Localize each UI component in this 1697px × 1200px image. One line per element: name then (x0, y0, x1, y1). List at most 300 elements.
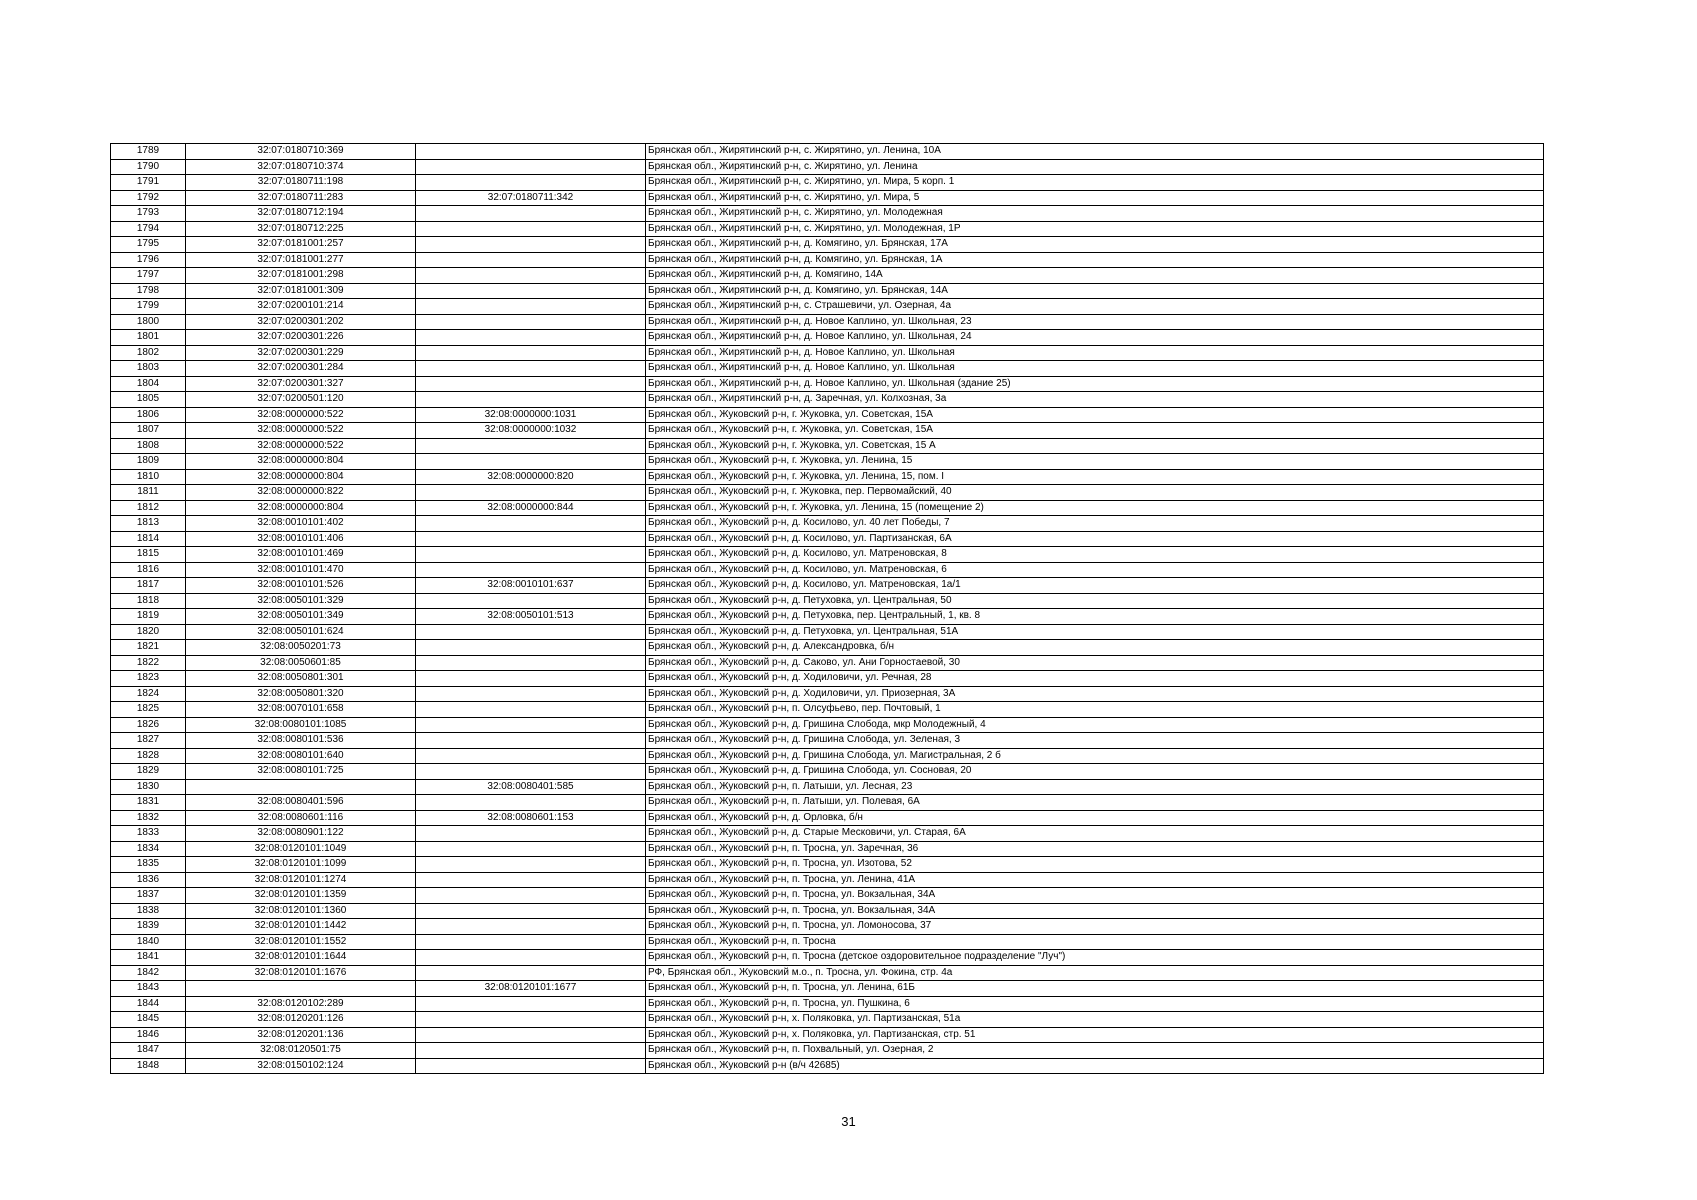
table-row (111, 175, 1544, 191)
row-number-cell: 1790 (111, 159, 186, 175)
cadastral-number-cell: 32:08:0000000:822 (186, 485, 416, 501)
row-number-cell: 1801 (111, 330, 186, 346)
cadastral-number-cell: 32:07:0200501:120 (186, 392, 416, 408)
cadastral-number-cell: 32:07:0180711:283 (186, 190, 416, 206)
table-row (111, 1043, 1544, 1059)
cadastral-number-cell: 32:07:0200301:226 (186, 330, 416, 346)
table-row (111, 330, 1544, 346)
address-cell: Брянская обл., Жирятинский р-н, с. Жирятино, ул. Мира, 5 (646, 190, 1544, 206)
related-cadastral-number-cell: 32:08:0000000:1031 (416, 407, 646, 423)
address-cell: Брянская обл., Жуковский р-н, п. Тросна (детское оздоровительное подразделение "Луч") (646, 950, 1544, 966)
related-cadastral-number-cell (416, 516, 646, 532)
table-row (111, 283, 1544, 299)
related-cadastral-number-cell (416, 268, 646, 284)
address-cell: Брянская обл., Жуковский р-н, д. Ходиловичи, ул. Приозерная, 3А (646, 686, 1544, 702)
table-row (111, 810, 1544, 826)
related-cadastral-number-cell (416, 1027, 646, 1043)
related-cadastral-number-cell (416, 454, 646, 470)
row-number-cell: 1824 (111, 686, 186, 702)
row-number-cell: 1809 (111, 454, 186, 470)
cadastral-number-cell: 32:08:0000000:804 (186, 500, 416, 516)
related-cadastral-number-cell (416, 392, 646, 408)
table-row (111, 593, 1544, 609)
row-number-cell: 1798 (111, 283, 186, 299)
row-number-cell: 1815 (111, 547, 186, 563)
table-body (111, 144, 1544, 1074)
table-row (111, 562, 1544, 578)
cadastral-number-cell: 32:08:0120101:1274 (186, 872, 416, 888)
table-row (111, 748, 1544, 764)
address-cell: Брянская обл., Жуковский р-н, г. Жуковка, ул. Ленина, 15, пом. I (646, 469, 1544, 485)
row-number-cell: 1793 (111, 206, 186, 222)
address-cell: Брянская обл., Жуковский р-н, д. Ходиловичи, ул. Речная, 28 (646, 671, 1544, 687)
cadastral-number-cell: 32:08:0000000:522 (186, 407, 416, 423)
row-number-cell: 1839 (111, 919, 186, 935)
address-cell: Брянская обл., Жуковский р-н, д. Косилово, ул. Партизанская, 6А (646, 531, 1544, 547)
row-number-cell: 1834 (111, 841, 186, 857)
cadastral-number-cell: 32:08:0120101:1049 (186, 841, 416, 857)
cadastral-number-cell (186, 981, 416, 997)
address-cell: Брянская обл., Жуковский р-н, д. Старые Месковичи, ул. Старая, 6А (646, 826, 1544, 842)
related-cadastral-number-cell (416, 671, 646, 687)
row-number-cell: 1803 (111, 361, 186, 377)
table-row (111, 640, 1544, 656)
related-cadastral-number-cell (416, 764, 646, 780)
cadastral-number-cell: 32:07:0200301:229 (186, 345, 416, 361)
related-cadastral-number-cell (416, 485, 646, 501)
related-cadastral-number-cell (416, 345, 646, 361)
related-cadastral-number-cell (416, 144, 646, 160)
related-cadastral-number-cell (416, 826, 646, 842)
cadastral-number-cell: 32:08:0050801:320 (186, 686, 416, 702)
related-cadastral-number-cell (416, 283, 646, 299)
address-cell: Брянская обл., Жуковский р-н, д. Гришина Слобода, ул. Магистральная, 2 б (646, 748, 1544, 764)
related-cadastral-number-cell (416, 252, 646, 268)
cadastral-number-cell: 32:07:0181001:277 (186, 252, 416, 268)
address-cell: Брянская обл., Жирятинский р-н, с. Жирятино, ул. Ленина, 10А (646, 144, 1544, 160)
cadastral-number-cell: 32:07:0181001:309 (186, 283, 416, 299)
table-row (111, 144, 1544, 160)
related-cadastral-number-cell (416, 965, 646, 981)
address-cell: Брянская обл., Жирятинский р-н, д. Комягино, ул. Брянская, 14А (646, 283, 1544, 299)
row-number-cell: 1844 (111, 996, 186, 1012)
table-row (111, 857, 1544, 873)
table-row (111, 655, 1544, 671)
table-row (111, 376, 1544, 392)
table-row (111, 206, 1544, 222)
related-cadastral-number-cell: 32:08:0050101:513 (416, 609, 646, 625)
related-cadastral-number-cell: 32:08:0010101:637 (416, 578, 646, 594)
address-cell: Брянская обл., Жуковский р-н, г. Жуковка, ул. Ленина, 15 (646, 454, 1544, 470)
row-number-cell: 1833 (111, 826, 186, 842)
address-cell: Брянская обл., Жуковский р-н, д. Петуховка, ул. Центральная, 51А (646, 624, 1544, 640)
cadastral-number-cell (186, 779, 416, 795)
cadastral-number-cell: 32:08:0080401:596 (186, 795, 416, 811)
related-cadastral-number-cell (416, 314, 646, 330)
address-cell: Брянская обл., Жуковский р-н, п. Латыши, ул. Лесная, 23 (646, 779, 1544, 795)
row-number-cell: 1802 (111, 345, 186, 361)
table-row (111, 159, 1544, 175)
row-number-cell: 1796 (111, 252, 186, 268)
cadastral-number-cell: 32:08:0010101:402 (186, 516, 416, 532)
table-row (111, 609, 1544, 625)
cadastral-number-cell: 32:08:0120101:1359 (186, 888, 416, 904)
related-cadastral-number-cell (416, 857, 646, 873)
row-number-cell: 1818 (111, 593, 186, 609)
row-number-cell: 1837 (111, 888, 186, 904)
address-cell: Брянская обл., Жирятинский р-н, д. Комягино, ул. Брянская, 17А (646, 237, 1544, 253)
address-cell: Брянская обл., Жирятинский р-н, д. Новое Каплино, ул. Школьная (здание 25) (646, 376, 1544, 392)
row-number-cell: 1838 (111, 903, 186, 919)
table-row (111, 686, 1544, 702)
address-cell: Брянская обл., Жуковский р-н, д. Косилово, ул. Матреновская, 6 (646, 562, 1544, 578)
address-cell: Брянская обл., Жирятинский р-н, д. Новое Каплино, ул. Школьная, 23 (646, 314, 1544, 330)
row-number-cell: 1842 (111, 965, 186, 981)
row-number-cell: 1848 (111, 1058, 186, 1074)
row-number-cell: 1799 (111, 299, 186, 315)
related-cadastral-number-cell (416, 221, 646, 237)
related-cadastral-number-cell (416, 950, 646, 966)
related-cadastral-number-cell (416, 748, 646, 764)
address-cell: Брянская обл., Жирятинский р-н, д. Новое Каплино, ул. Школьная, 24 (646, 330, 1544, 346)
cadastral-number-cell: 32:08:0080901:122 (186, 826, 416, 842)
cadastral-number-cell: 32:08:0150102:124 (186, 1058, 416, 1074)
row-number-cell: 1810 (111, 469, 186, 485)
address-cell: Брянская обл., Жирятинский р-н, д. Заречная, ул. Колхозная, 3а (646, 392, 1544, 408)
row-number-cell: 1846 (111, 1027, 186, 1043)
table-row (111, 702, 1544, 718)
related-cadastral-number-cell (416, 888, 646, 904)
table-row (111, 841, 1544, 857)
related-cadastral-number-cell (416, 903, 646, 919)
related-cadastral-number-cell (416, 655, 646, 671)
row-number-cell: 1819 (111, 609, 186, 625)
table-row (111, 1027, 1544, 1043)
cadastral-number-cell: 32:07:0200301:284 (186, 361, 416, 377)
row-number-cell: 1789 (111, 144, 186, 160)
table-row (111, 795, 1544, 811)
table-row (111, 965, 1544, 981)
related-cadastral-number-cell (416, 841, 646, 857)
row-number-cell: 1825 (111, 702, 186, 718)
address-cell: Брянская обл., Жирятинский р-н, с. Жирятино, ул. Ленина (646, 159, 1544, 175)
address-cell: Брянская обл., Жуковский р-н, п. Тросна, ул. Заречная, 36 (646, 841, 1544, 857)
table-row (111, 733, 1544, 749)
related-cadastral-number-cell (416, 159, 646, 175)
related-cadastral-number-cell (416, 702, 646, 718)
related-cadastral-number-cell (416, 686, 646, 702)
cadastral-number-cell: 32:08:0010101:469 (186, 547, 416, 563)
cadastral-number-cell: 32:08:0000000:804 (186, 469, 416, 485)
table-row (111, 469, 1544, 485)
table-row (111, 237, 1544, 253)
table-row (111, 981, 1544, 997)
cadastral-number-cell: 32:08:0050801:301 (186, 671, 416, 687)
address-cell: Брянская обл., Жуковский р-н, г. Жуковка, ул. Советская, 15А (646, 423, 1544, 439)
cadastral-number-cell: 32:08:0050101:349 (186, 609, 416, 625)
cadastral-number-cell: 32:08:0120201:126 (186, 1012, 416, 1028)
row-number-cell: 1822 (111, 655, 186, 671)
related-cadastral-number-cell (416, 872, 646, 888)
table-row (111, 934, 1544, 950)
cadastral-number-cell: 32:08:0000000:804 (186, 454, 416, 470)
address-cell: Брянская обл., Жуковский р-н, п. Тросна (646, 934, 1544, 950)
table-row (111, 950, 1544, 966)
related-cadastral-number-cell (416, 624, 646, 640)
table-row (111, 996, 1544, 1012)
cadastral-number-cell: 32:08:0050201:73 (186, 640, 416, 656)
cadastral-number-cell: 32:08:0050101:329 (186, 593, 416, 609)
row-number-cell: 1813 (111, 516, 186, 532)
address-cell: Брянская обл., Жирятинский р-н, д. Новое Каплино, ул. Школьная (646, 345, 1544, 361)
cadastral-number-cell: 32:08:0010101:526 (186, 578, 416, 594)
address-cell: Брянская обл., Жирятинский р-н, с. Жирятино, ул. Молодежная (646, 206, 1544, 222)
row-number-cell: 1817 (111, 578, 186, 594)
related-cadastral-number-cell (416, 299, 646, 315)
cadastral-number-cell: 32:07:0180711:198 (186, 175, 416, 191)
related-cadastral-number-cell (416, 531, 646, 547)
related-cadastral-number-cell (416, 919, 646, 935)
row-number-cell: 1806 (111, 407, 186, 423)
row-number-cell: 1797 (111, 268, 186, 284)
cadastral-number-cell: 32:08:0120101:1676 (186, 965, 416, 981)
related-cadastral-number-cell: 32:08:0080401:585 (416, 779, 646, 795)
related-cadastral-number-cell: 32:08:0080601:153 (416, 810, 646, 826)
table-row (111, 624, 1544, 640)
table-row (111, 1012, 1544, 1028)
row-number-cell: 1845 (111, 1012, 186, 1028)
row-number-cell: 1847 (111, 1043, 186, 1059)
address-cell: Брянская обл., Жуковский р-н, п. Тросна, ул. Ленина, 41А (646, 872, 1544, 888)
row-number-cell: 1820 (111, 624, 186, 640)
address-cell: Брянская обл., Жуковский р-н, д. Гришина Слобода, ул. Зеленая, 3 (646, 733, 1544, 749)
address-cell: Брянская обл., Жуковский р-н (в/ч 42685) (646, 1058, 1544, 1074)
cadastral-number-cell: 32:07:0180710:374 (186, 159, 416, 175)
registry-table (110, 143, 1544, 1074)
address-cell: Брянская обл., Жуковский р-н, п. Тросна, ул. Ломоносова, 37 (646, 919, 1544, 935)
cadastral-number-cell: 32:07:0200301:327 (186, 376, 416, 392)
related-cadastral-number-cell: 32:08:0000000:820 (416, 469, 646, 485)
row-number-cell: 1841 (111, 950, 186, 966)
table-row (111, 423, 1544, 439)
row-number-cell: 1812 (111, 500, 186, 516)
table-row (111, 345, 1544, 361)
address-cell: Брянская обл., Жуковский р-н, п. Тросна, ул. Вокзальная, 34А (646, 903, 1544, 919)
cadastral-number-cell: 32:08:0080101:1085 (186, 717, 416, 733)
cadastral-number-cell: 32:08:0120102:289 (186, 996, 416, 1012)
address-cell: Брянская обл., Жуковский р-н, д. Косилово, ул. Матреновская, 1а/1 (646, 578, 1544, 594)
related-cadastral-number-cell (416, 717, 646, 733)
related-cadastral-number-cell (416, 593, 646, 609)
cadastral-number-cell: 32:07:0200301:202 (186, 314, 416, 330)
row-number-cell: 1828 (111, 748, 186, 764)
related-cadastral-number-cell (416, 438, 646, 454)
row-number-cell: 1826 (111, 717, 186, 733)
row-number-cell: 1808 (111, 438, 186, 454)
address-cell: Брянская обл., Жуковский р-н, д. Петуховка, ул. Центральная, 50 (646, 593, 1544, 609)
table-row (111, 826, 1544, 842)
related-cadastral-number-cell (416, 1012, 646, 1028)
address-cell: Брянская обл., Жуковский р-н, д. Петуховка, пер. Центральный, 1, кв. 8 (646, 609, 1544, 625)
cadastral-number-cell: 32:07:0180712:225 (186, 221, 416, 237)
related-cadastral-number-cell: 32:07:0180711:342 (416, 190, 646, 206)
address-cell: Брянская обл., Жирятинский р-н, д. Новое Каплино, ул. Школьная (646, 361, 1544, 377)
cadastral-number-cell: 32:07:0181001:298 (186, 268, 416, 284)
row-number-cell: 1816 (111, 562, 186, 578)
address-cell: Брянская обл., Жуковский р-н, х. Поляковка, ул. Партизанская, 51а (646, 1012, 1544, 1028)
address-cell: Брянская обл., Жирятинский р-н, с. Жирятино, ул. Молодежная, 1Р (646, 221, 1544, 237)
table-row (111, 919, 1544, 935)
row-number-cell: 1814 (111, 531, 186, 547)
table-row (111, 485, 1544, 501)
cadastral-number-cell: 32:08:0120201:136 (186, 1027, 416, 1043)
related-cadastral-number-cell (416, 206, 646, 222)
address-cell: Брянская обл., Жирятинский р-н, с. Жирятино, ул. Мира, 5 корп. 1 (646, 175, 1544, 191)
address-cell: Брянская обл., Жуковский р-н, х. Поляковка, ул. Партизанская, стр. 51 (646, 1027, 1544, 1043)
address-cell: Брянская обл., Жуковский р-н, п. Латыши, ул. Полевая, 6А (646, 795, 1544, 811)
cadastral-number-cell: 32:07:0180710:369 (186, 144, 416, 160)
row-number-cell: 1795 (111, 237, 186, 253)
address-cell: Брянская обл., Жуковский р-н, п. Олсуфьево, пер. Почтовый, 1 (646, 702, 1544, 718)
table-row (111, 903, 1544, 919)
related-cadastral-number-cell (416, 1043, 646, 1059)
row-number-cell: 1836 (111, 872, 186, 888)
table-row (111, 221, 1544, 237)
cadastral-number-cell: 32:08:0050601:85 (186, 655, 416, 671)
address-cell: Брянская обл., Жуковский р-н, п. Тросна, ул. Ленина, 61Б (646, 981, 1544, 997)
table-row (111, 299, 1544, 315)
address-cell: РФ, Брянская обл., Жуковский м.о., п. Тросна, ул. Фокина, стр. 4а (646, 965, 1544, 981)
address-cell: Брянская обл., Жуковский р-н, п. Похвальный, ул. Озерная, 2 (646, 1043, 1544, 1059)
address-cell: Брянская обл., Жуковский р-н, п. Тросна, ул. Изотова, 52 (646, 857, 1544, 873)
address-cell: Брянская обл., Жуковский р-н, п. Тросна, ул. Вокзальная, 34А (646, 888, 1544, 904)
related-cadastral-number-cell: 32:08:0120101:1677 (416, 981, 646, 997)
table-row (111, 717, 1544, 733)
address-cell: Брянская обл., Жуковский р-н, г. Жуковка, пер. Первомайский, 40 (646, 485, 1544, 501)
cadastral-number-cell: 32:08:0010101:470 (186, 562, 416, 578)
address-cell: Брянская обл., Жуковский р-н, д. Александровка, б/н (646, 640, 1544, 656)
address-cell: Брянская обл., Жирятинский р-н, с. Страшевичи, ул. Озерная, 4а (646, 299, 1544, 315)
address-cell: Брянская обл., Жуковский р-н, д. Гришина Слобода, мкр Молодежный, 4 (646, 717, 1544, 733)
table-row (111, 314, 1544, 330)
related-cadastral-number-cell (416, 175, 646, 191)
row-number-cell: 1800 (111, 314, 186, 330)
address-cell: Брянская обл., Жуковский р-н, г. Жуковка, ул. Советская, 15 А (646, 438, 1544, 454)
page-number: 31 (841, 1114, 856, 1129)
cadastral-number-cell: 32:08:0070101:658 (186, 702, 416, 718)
row-number-cell: 1830 (111, 779, 186, 795)
table-row (111, 454, 1544, 470)
address-cell: Брянская обл., Жуковский р-н, д. Косилово, ул. 40 лет Победы, 7 (646, 516, 1544, 532)
table-row (111, 578, 1544, 594)
row-number-cell: 1832 (111, 810, 186, 826)
row-number-cell: 1811 (111, 485, 186, 501)
related-cadastral-number-cell (416, 795, 646, 811)
table-row (111, 438, 1544, 454)
related-cadastral-number-cell (416, 640, 646, 656)
table-row (111, 252, 1544, 268)
row-number-cell: 1835 (111, 857, 186, 873)
cadastral-number-cell: 32:08:0080601:116 (186, 810, 416, 826)
related-cadastral-number-cell (416, 330, 646, 346)
cadastral-number-cell: 32:07:0180712:194 (186, 206, 416, 222)
address-cell: Брянская обл., Жуковский р-н, д. Орловка, б/н (646, 810, 1544, 826)
cadastral-number-cell: 32:08:0080101:640 (186, 748, 416, 764)
table-row (111, 407, 1544, 423)
table-row (111, 888, 1544, 904)
address-cell: Брянская обл., Жуковский р-н, п. Тросна, ул. Пушкина, 6 (646, 996, 1544, 1012)
row-number-cell: 1821 (111, 640, 186, 656)
table-row (111, 361, 1544, 377)
table-row (111, 531, 1544, 547)
row-number-cell: 1792 (111, 190, 186, 206)
table-row (111, 671, 1544, 687)
cadastral-number-cell: 32:08:0000000:522 (186, 423, 416, 439)
table-row (111, 268, 1544, 284)
table-row (111, 764, 1544, 780)
cadastral-number-cell: 32:08:0010101:406 (186, 531, 416, 547)
table-row (111, 190, 1544, 206)
related-cadastral-number-cell (416, 237, 646, 253)
table-row (111, 516, 1544, 532)
cadastral-number-cell: 32:08:0080101:725 (186, 764, 416, 780)
related-cadastral-number-cell (416, 1058, 646, 1074)
address-cell: Брянская обл., Жирятинский р-н, д. Комягино, 14А (646, 268, 1544, 284)
row-number-cell: 1827 (111, 733, 186, 749)
cadastral-number-cell: 32:08:0080101:536 (186, 733, 416, 749)
related-cadastral-number-cell (416, 934, 646, 950)
cadastral-number-cell: 32:07:0181001:257 (186, 237, 416, 253)
related-cadastral-number-cell (416, 562, 646, 578)
row-number-cell: 1840 (111, 934, 186, 950)
cadastral-number-cell: 32:08:0120101:1360 (186, 903, 416, 919)
address-cell: Брянская обл., Жуковский р-н, д. Гришина Слобода, ул. Сосновая, 20 (646, 764, 1544, 780)
cadastral-number-cell: 32:08:0000000:522 (186, 438, 416, 454)
table-row (111, 500, 1544, 516)
related-cadastral-number-cell: 32:08:0000000:844 (416, 500, 646, 516)
cadastral-number-cell: 32:07:0200101:214 (186, 299, 416, 315)
address-cell: Брянская обл., Жуковский р-н, г. Жуковка, ул. Советская, 15А (646, 407, 1544, 423)
cadastral-number-cell: 32:08:0120101:1644 (186, 950, 416, 966)
row-number-cell: 1804 (111, 376, 186, 392)
related-cadastral-number-cell (416, 996, 646, 1012)
table-row (111, 779, 1544, 795)
table-row (111, 1058, 1544, 1074)
related-cadastral-number-cell (416, 547, 646, 563)
related-cadastral-number-cell: 32:08:0000000:1032 (416, 423, 646, 439)
address-cell: Брянская обл., Жуковский р-н, г. Жуковка, ул. Ленина, 15 (помещение 2) (646, 500, 1544, 516)
row-number-cell: 1794 (111, 221, 186, 237)
table-row (111, 872, 1544, 888)
row-number-cell: 1823 (111, 671, 186, 687)
row-number-cell: 1829 (111, 764, 186, 780)
row-number-cell: 1791 (111, 175, 186, 191)
row-number-cell: 1805 (111, 392, 186, 408)
row-number-cell: 1807 (111, 423, 186, 439)
cadastral-number-cell: 32:08:0120101:1099 (186, 857, 416, 873)
related-cadastral-number-cell (416, 733, 646, 749)
row-number-cell: 1831 (111, 795, 186, 811)
table-row (111, 392, 1544, 408)
cadastral-number-cell: 32:08:0120501:75 (186, 1043, 416, 1059)
address-cell: Брянская обл., Жирятинский р-н, д. Комягино, ул. Брянская, 1А (646, 252, 1544, 268)
address-cell: Брянская обл., Жуковский р-н, д. Косилово, ул. Матреновская, 8 (646, 547, 1544, 563)
address-cell: Брянская обл., Жуковский р-н, д. Саково, ул. Ани Горностаевой, 30 (646, 655, 1544, 671)
cadastral-number-cell: 32:08:0120101:1442 (186, 919, 416, 935)
related-cadastral-number-cell (416, 361, 646, 377)
cadastral-number-cell: 32:08:0050101:624 (186, 624, 416, 640)
table-row (111, 547, 1544, 563)
